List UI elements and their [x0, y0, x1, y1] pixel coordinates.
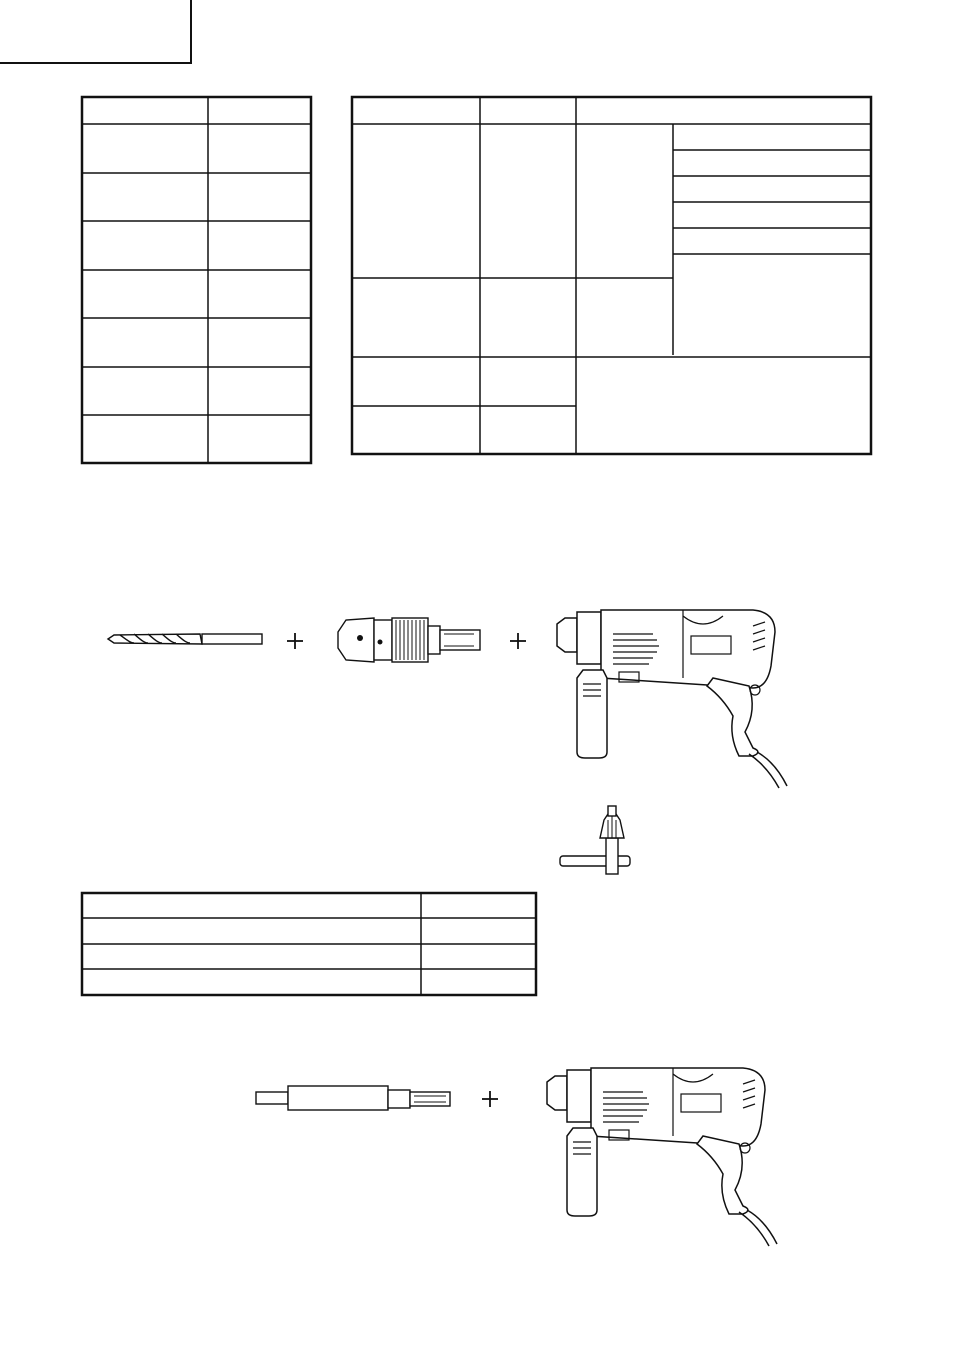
plus-icon	[481, 1090, 499, 1108]
shank-adapter-illustration	[250, 1082, 460, 1116]
drill-bit-illustration	[100, 622, 270, 652]
table-right	[352, 97, 871, 454]
plus-icon	[509, 632, 527, 650]
table-bottom	[82, 893, 536, 995]
chuck-adapter-illustration	[334, 612, 484, 668]
chuck-key-illustration	[556, 804, 646, 876]
table-left	[82, 97, 311, 463]
plus-icon	[286, 632, 304, 650]
rotary-hammer-illustration	[543, 1064, 783, 1252]
rotary-hammer-illustration	[553, 606, 793, 794]
